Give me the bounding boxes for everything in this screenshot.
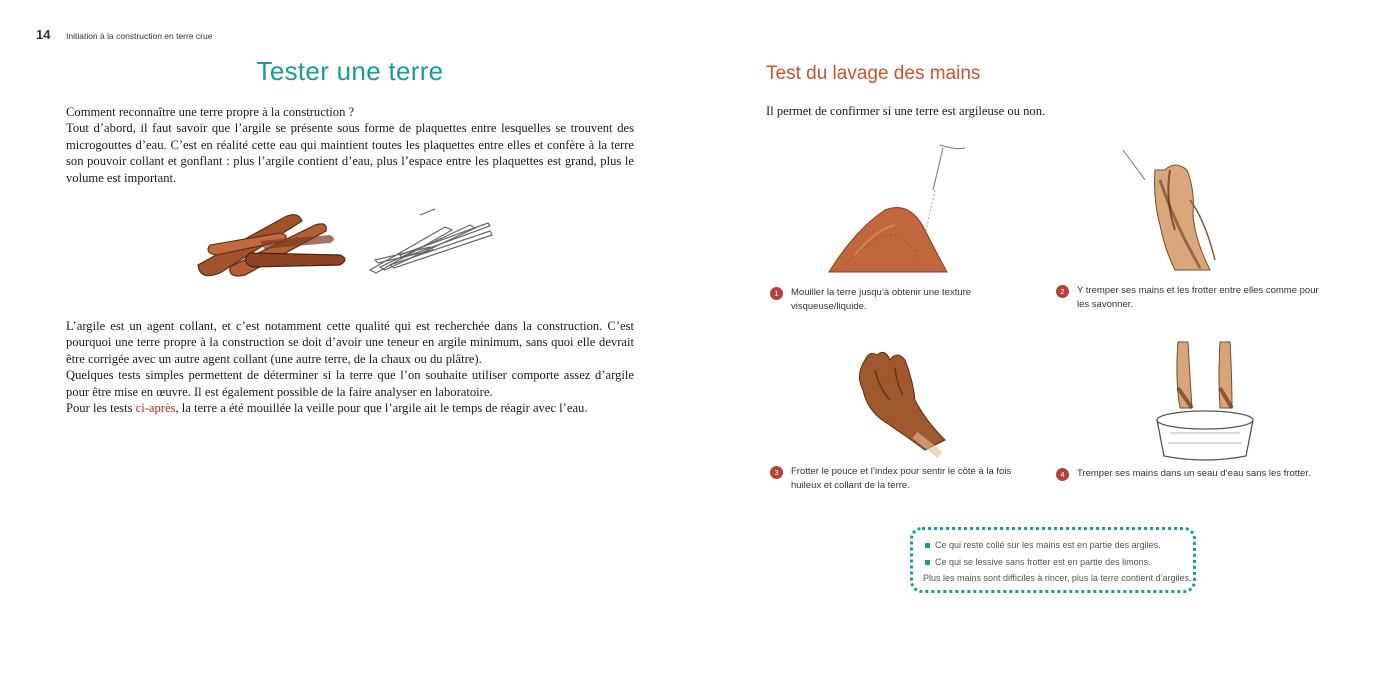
clay-platelets-illustration — [190, 195, 500, 290]
step-3-badge: 3 — [770, 466, 783, 479]
ci-apres-link[interactable]: ci-après — [135, 401, 176, 416]
note-bullet-argiles — [923, 537, 1185, 554]
step-2-caption: Y tremper ses mains et les frotter entre elles comme pour les savonner. — [1077, 285, 1319, 310]
grey-platelets-drawing — [370, 209, 492, 273]
note-bullet-text: Ce qui se lessive sans frotter est en partie des limons. — [935, 556, 1151, 567]
step-1-badge: 1 — [770, 287, 783, 300]
step-3-illustration — [845, 340, 955, 460]
tests-note-before: Pour les tests — [66, 401, 136, 416]
right-page — [700, 0, 1400, 700]
section-title: Test du lavage des mains — [766, 63, 981, 84]
intro-explanation: Tout d’abord, il faut savoir que l’argile se présente sous forme de plaquettes entre lesquelles se trouvent des microgouttes d’eau. C’est en réalité cette eau qui maintient toutes les plaquettes entre elles et confère à la terre son pouvoir collant et gonflant : plus l’argile contient d’eau, plus l’espace entre les plaquettes est grand, plus le volume est important. — [66, 121, 634, 185]
argile-paragraph — [66, 318, 634, 416]
note-bullet-limons — [923, 554, 1185, 571]
intro-paragraph — [66, 104, 634, 186]
step-2-badge: 2 — [1056, 285, 1069, 298]
step-4-badge: 4 — [1056, 468, 1069, 481]
step-4-caption: Tremper ses mains dans un seau d’eau sans les frotter. — [1077, 468, 1311, 479]
section-intro: Il permet de confirmer si une terre est argileuse ou non. — [766, 104, 1046, 118]
running-head: Initiation à la construction en terre crue — [66, 31, 213, 41]
page-number: 14 — [36, 27, 51, 42]
note-bullet-text: Ce qui reste collé sur les mains est en partie des argiles. — [935, 540, 1161, 550]
step-3-caption: Frotter le pouce et l’index pour sentir le côté à la fois huileux et collant de la terre. — [791, 466, 1012, 491]
tests-note-after: , la terre a été mouillée la veille pour que l’argile ait le temps de réagir avec l’eau. — [175, 401, 588, 416]
step-2-illustration — [1115, 140, 1245, 280]
step-1-illustration — [825, 140, 975, 280]
step-4-illustration — [1150, 338, 1260, 463]
bullet-square-icon — [925, 543, 930, 548]
bullet-square-icon — [925, 560, 930, 565]
argile-agent-text: L’argile est un agent collant, et c’est notamment cette qualité qui est recherchée dans la construction. C’est pourquoi une terre propre à la construction se doit d’avoir une teneur en argile minimum, sans quoi elle devrait être corrigée avec un autre agent collant (une autre terre, de la chaux ou du plâtre). — [66, 319, 634, 366]
step-1-caption: Mouiller la terre jusqu’à obtenir une texture visqueuse/liquide. — [791, 287, 972, 312]
brown-platelets-drawing — [198, 215, 345, 276]
note-conclusion: Plus les mains sont difficiles à rincer, plus la terre contient d’argiles. — [923, 573, 1192, 583]
conclusion-note-box — [910, 527, 1196, 593]
page-title: Tester une terre — [256, 56, 444, 86]
tests-note — [66, 400, 634, 416]
tests-text: Quelques tests simples permettent de déterminer si la terre que l’on souhaite utiliser comporte assez d’argile pour être mise en œuvre. Il est également possible de la faire analyser en laboratoire. — [66, 368, 634, 399]
intro-question: Comment reconnaître une terre propre à la construction ? — [66, 105, 355, 119]
